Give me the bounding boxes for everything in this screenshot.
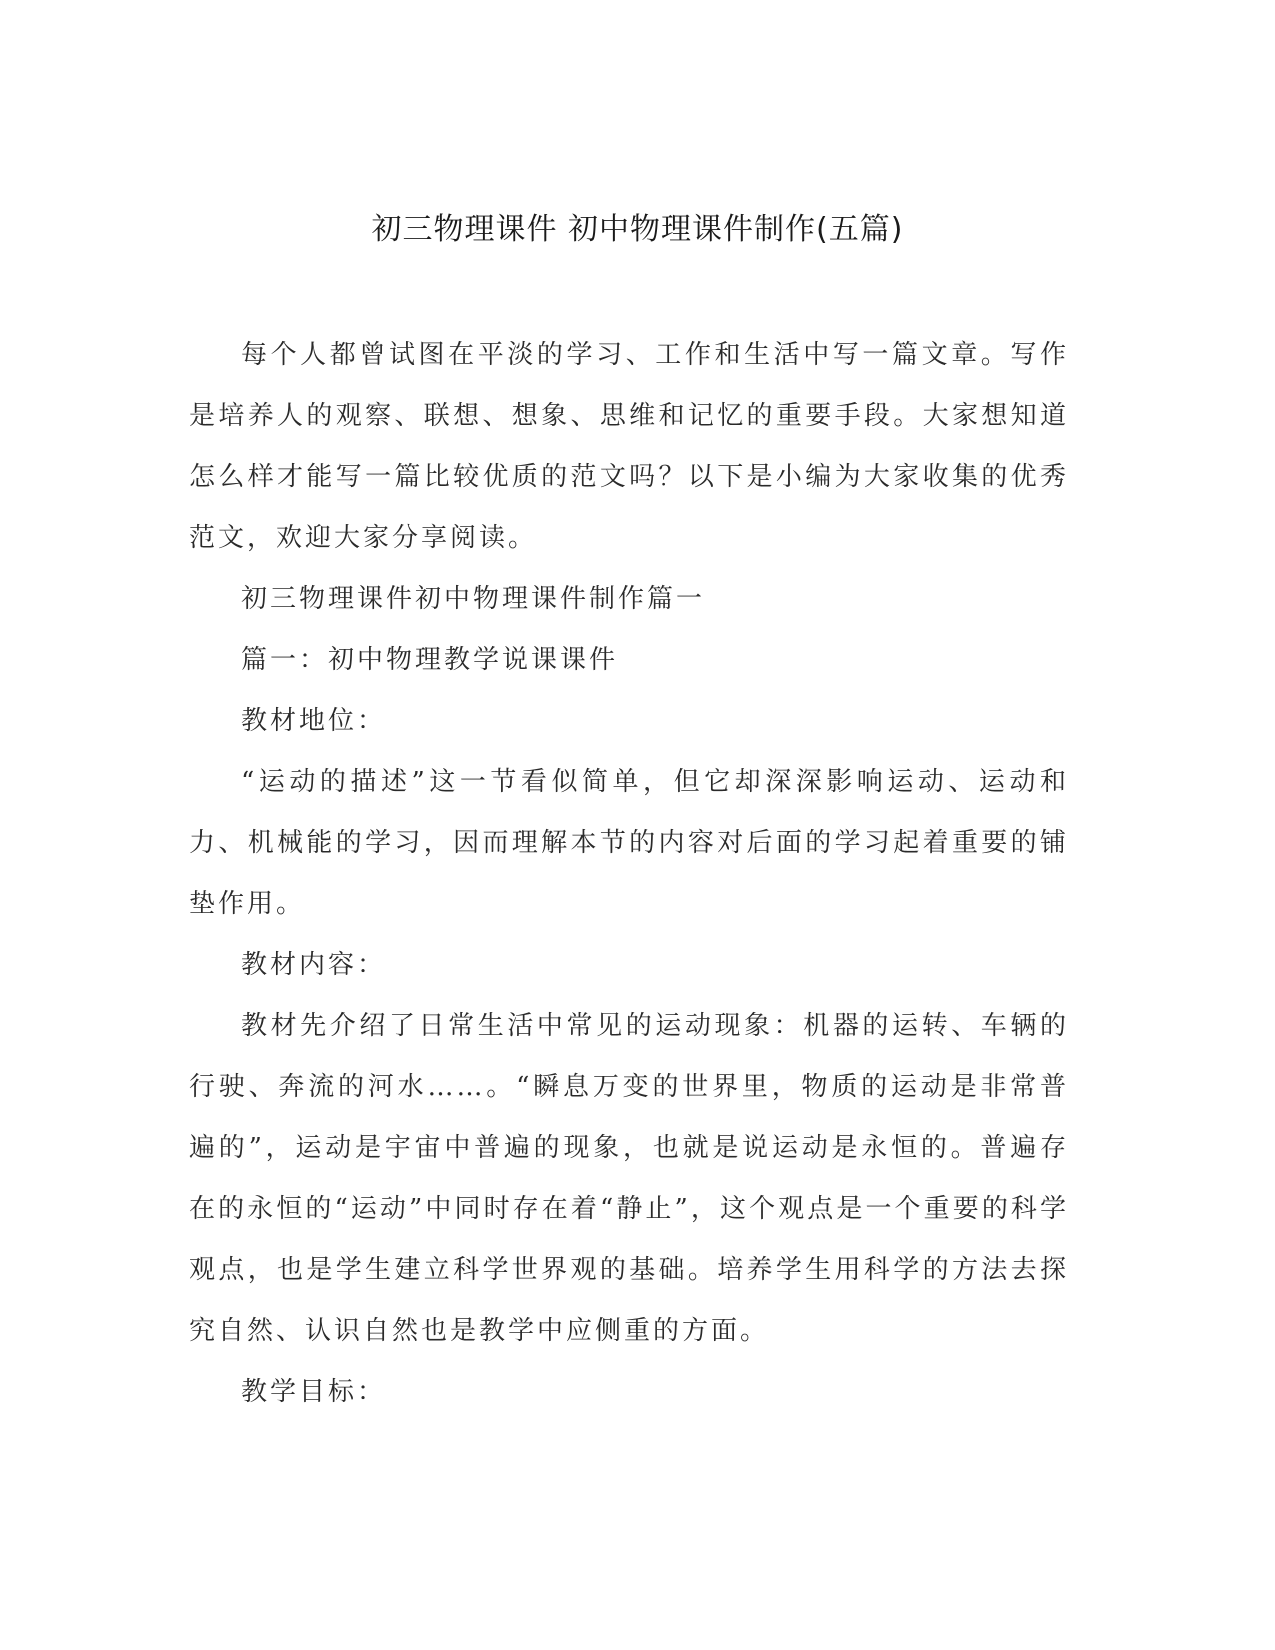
document-body [189,325,1069,1423]
paragraph-material-content: 教材先介绍了日常生活中常见的运动现象：机器的运转、车辆的行驶、奔流的河水……。“瞬息万变的世界里，物质的运动是非常普遍的”，运动是宇宙中普遍的现象，也就是说运动是永恒的。普遍存在的永恒的“运动”中同时存在着“静止”，这个观点是一个重要的科学观点，也是学生建立科学世界观的基础。培养学生用科学的方法去探究自然、认识自然也是教学中应侧重的方面。 [189,1011,1069,1346]
label-material-position: 教材地位： [241,706,387,736]
paragraph-material-position: “运动的描述”这一节看似简单，但它却深深影响运动、运动和力、机械能的学习，因而理解本节的内容对后面的学习起着重要的铺垫作用。 [189,767,1069,919]
label-teaching-goals: 教学目标： [241,1377,387,1407]
label-material-content: 教材内容： [241,950,387,980]
section-heading: 初三物理课件初中物理课件制作篇一 [241,584,706,614]
intro-paragraph: 每个人都曾试图在平淡的学习、工作和生活中写一篇文章。写作是培养人的观察、联想、想象、思维和记忆的重要手段。大家想知道怎么样才能写一篇比较优质的范文吗？以下是小编为大家收集的优秀范文，欢迎大家分享阅读。 [189,340,1069,553]
subsection-heading: 篇一：初中物理教学说课课件 [241,645,619,675]
document-title: 初三物理课件 初中物理课件制作(五篇) [371,212,904,247]
